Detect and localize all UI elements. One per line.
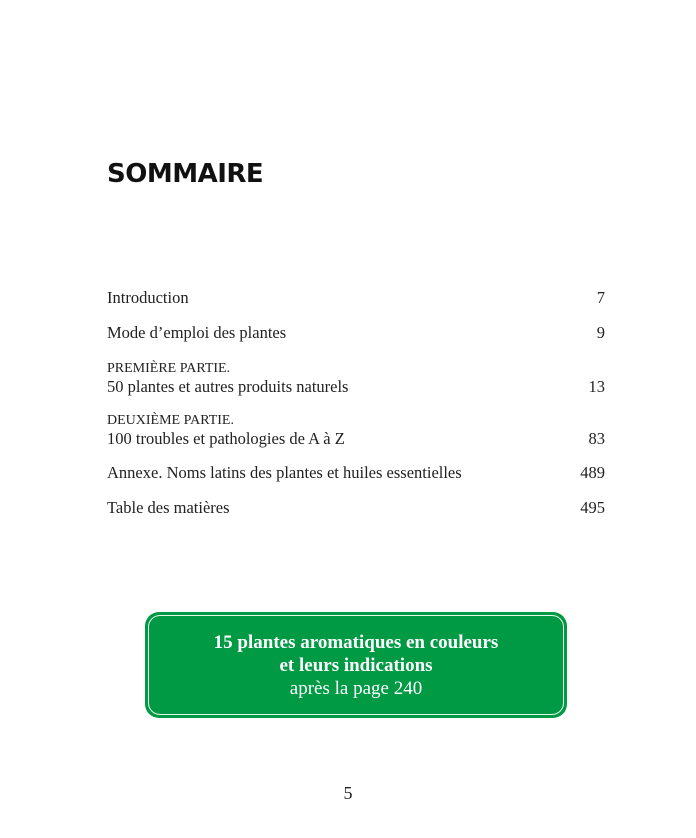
page-number: 5 bbox=[343, 783, 353, 803]
color-plates-insert-box bbox=[145, 612, 567, 718]
toc-entry-page: 9 bbox=[596, 323, 605, 342]
toc-entry-table-matieres[interactable] bbox=[107, 498, 605, 517]
toc-entry-page: 7 bbox=[596, 288, 605, 307]
toc-entry-mode-emploi[interactable] bbox=[107, 323, 605, 342]
toc-entry-label: 50 plantes et autres produits naturels bbox=[107, 377, 349, 396]
toc-entry-page: 83 bbox=[588, 429, 605, 448]
toc-entry-introduction[interactable] bbox=[107, 288, 605, 307]
toc-entry-premiere-partie[interactable] bbox=[107, 360, 605, 396]
page-title: SOMMAIRE bbox=[107, 159, 264, 189]
toc-part-heading: PREMIÈRE PARTIE. bbox=[107, 361, 231, 376]
insert-line-2: et leurs indications bbox=[279, 654, 433, 676]
insert-line-1: 15 plantes aromatiques en couleurs bbox=[213, 631, 499, 653]
toc-entry-label: Introduction bbox=[107, 288, 189, 307]
toc-entry-page: 495 bbox=[580, 498, 605, 517]
insert-line-3: après la page 240 bbox=[289, 677, 423, 699]
toc-entry-label: Table des matières bbox=[107, 498, 230, 517]
toc-entry-label: 100 troubles et pathologies de A à Z bbox=[107, 429, 345, 448]
toc-entry-page: 13 bbox=[588, 377, 605, 396]
toc-entry-deuxieme-partie[interactable] bbox=[107, 412, 605, 448]
toc-entry-annexe[interactable] bbox=[107, 463, 605, 482]
toc-entry-label: Annexe. Noms latins des plantes et huiles essentielles bbox=[107, 463, 462, 482]
toc-entry-page: 489 bbox=[580, 463, 605, 482]
toc-part-heading: DEUXIÈME PARTIE. bbox=[107, 413, 234, 428]
toc-entry-label: Mode d’emploi des plantes bbox=[107, 323, 287, 342]
